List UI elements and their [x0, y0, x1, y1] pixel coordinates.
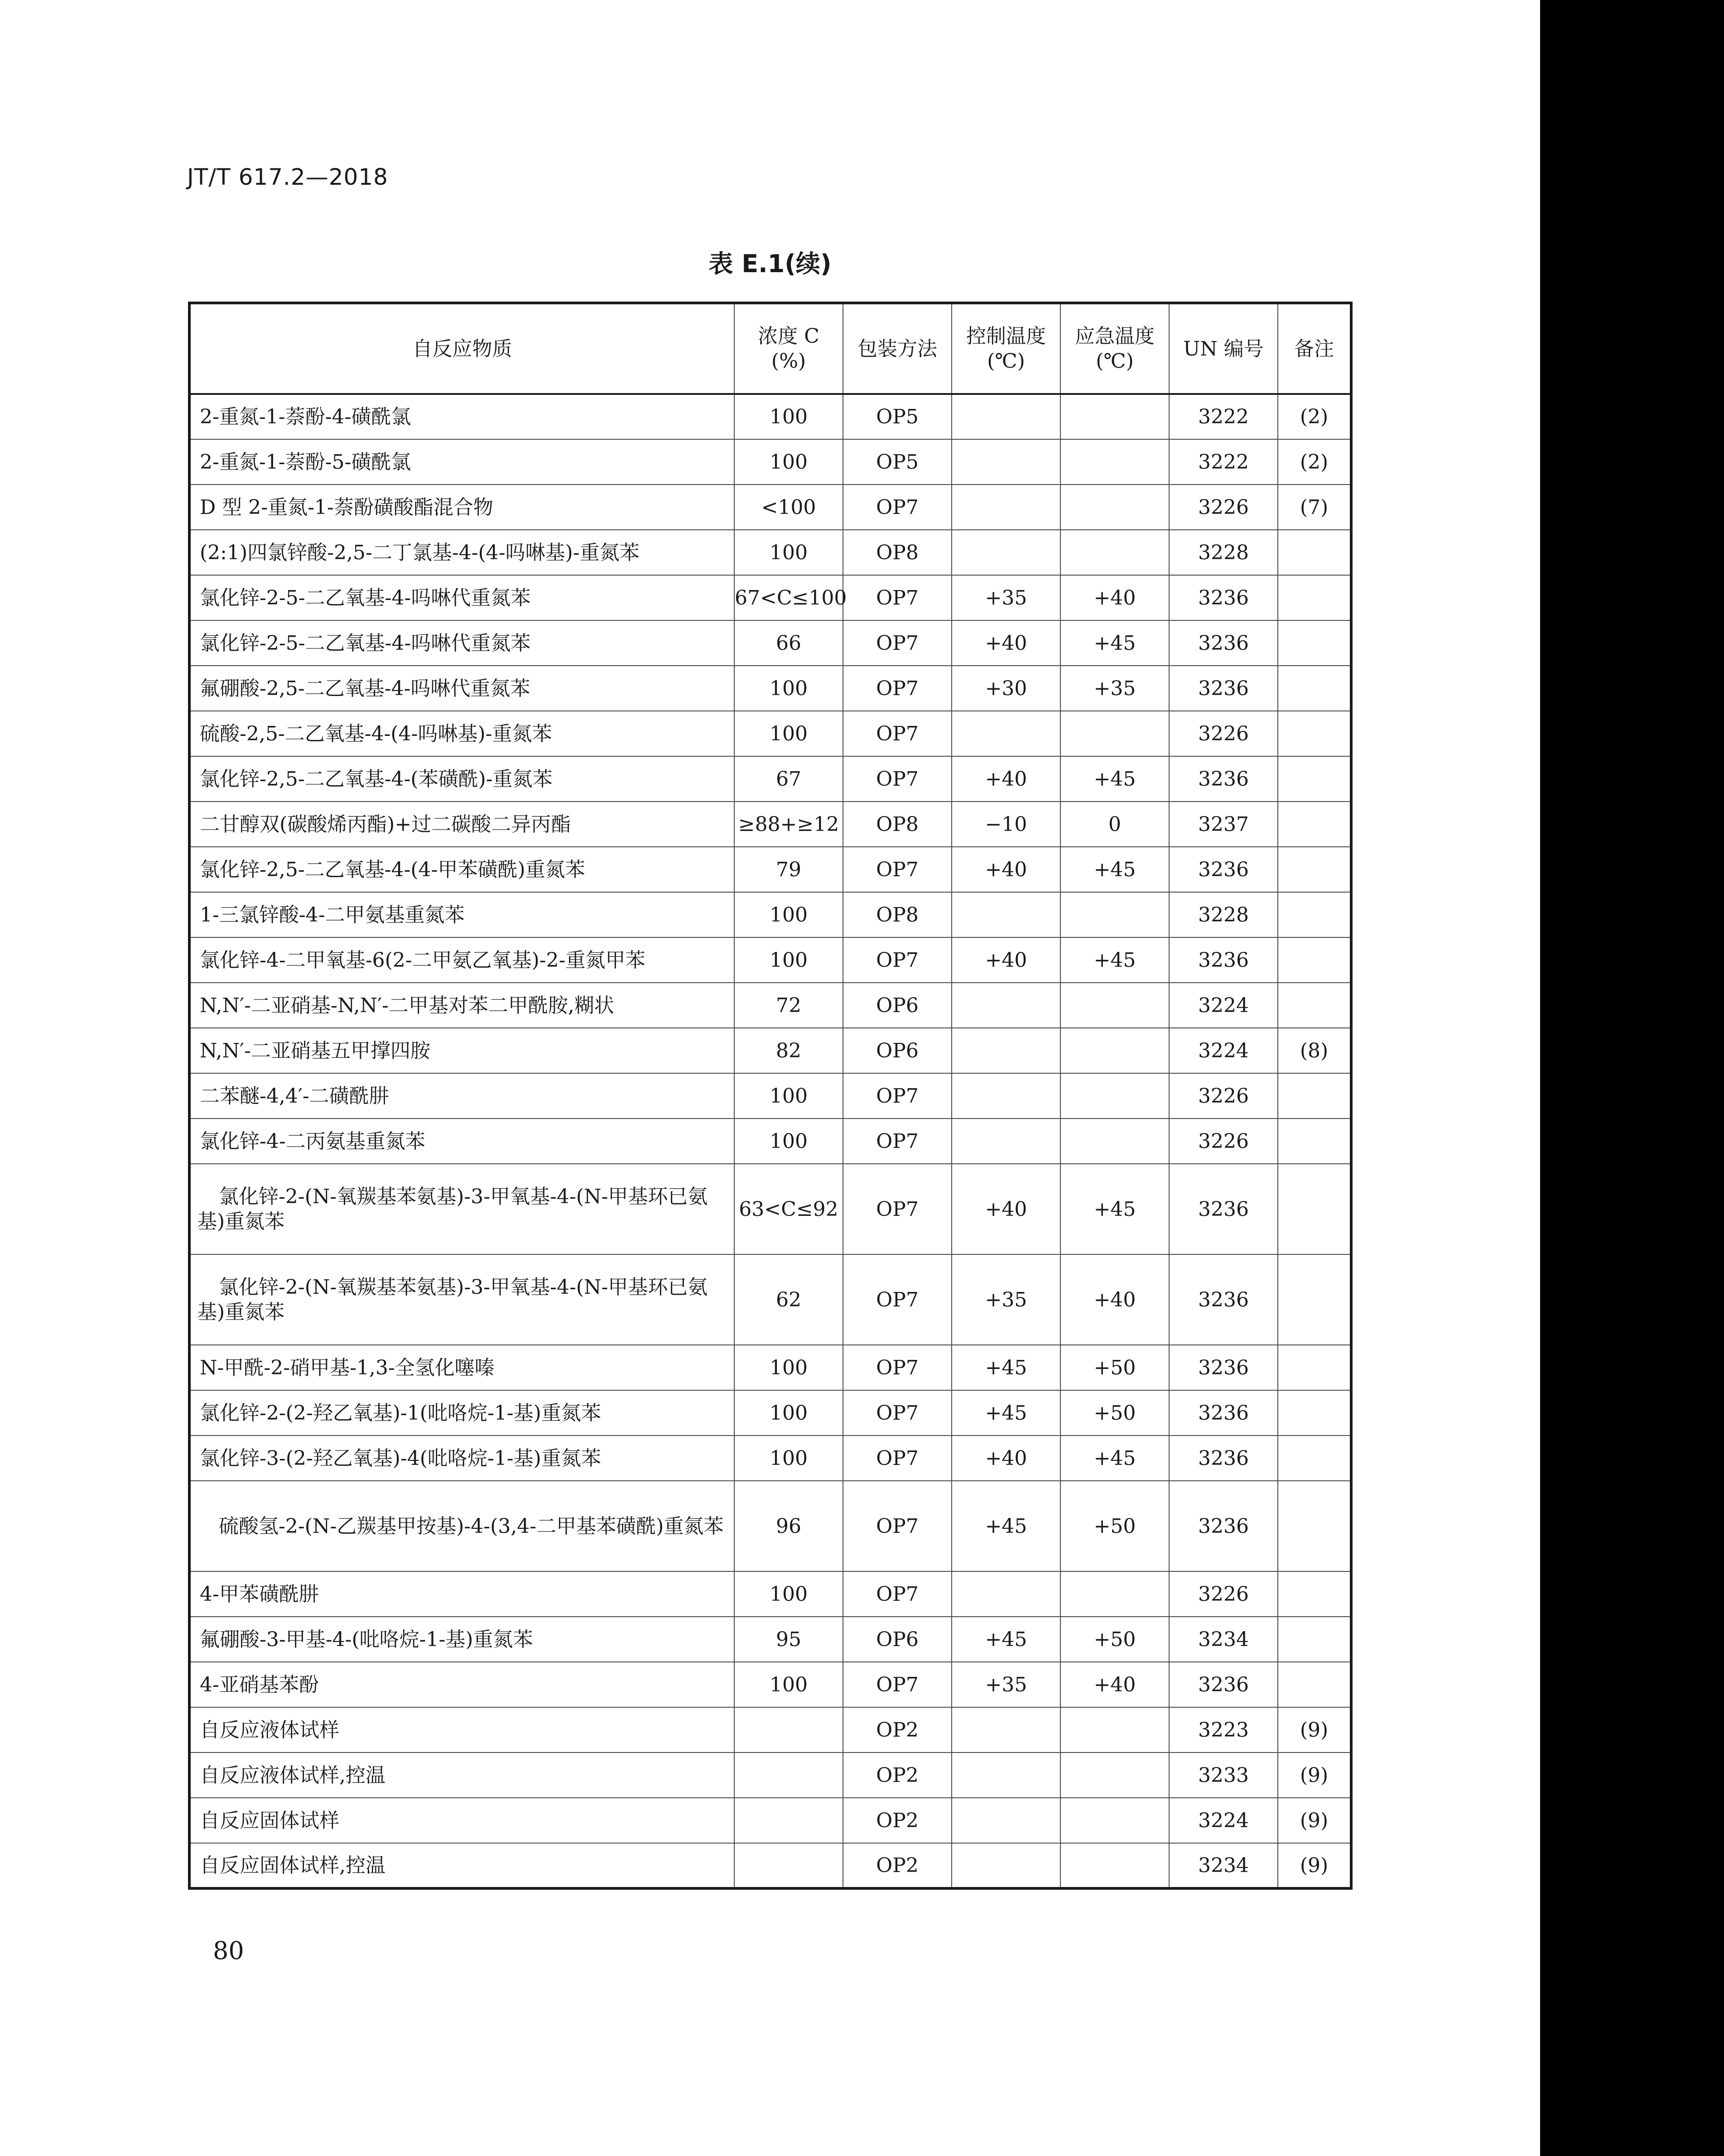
- table-row: [189, 1617, 1351, 1662]
- table-row: [189, 666, 1351, 711]
- cell-packing-method: OP2: [843, 1798, 952, 1843]
- cell-emergency-temperature: [1060, 1707, 1169, 1753]
- cell-packing-method: OP7: [843, 1571, 952, 1617]
- table-row: [189, 1481, 1351, 1571]
- table-row: [189, 575, 1351, 620]
- cell-control-temperature: [952, 485, 1060, 530]
- cell-remarks: (2): [1278, 394, 1351, 439]
- cell-packing-method: OP7: [843, 1164, 952, 1254]
- table-row: [189, 1662, 1351, 1707]
- table-row: [189, 1073, 1351, 1119]
- cell-un-number: 3224: [1169, 983, 1278, 1028]
- cell-emergency-temperature: +40: [1060, 1662, 1169, 1707]
- cell-substance: (2:1)四氯锌酸-2,5-二丁氯基-4-(4-吗啉基)-重氮苯: [189, 530, 734, 575]
- cell-packing-method: OP5: [843, 394, 952, 439]
- cell-emergency-temperature: +35: [1060, 666, 1169, 711]
- cell-remarks: [1278, 1119, 1351, 1164]
- table-row: [189, 983, 1351, 1028]
- cell-concentration: [734, 1707, 843, 1753]
- cell-emergency-temperature: [1060, 1119, 1169, 1164]
- cell-control-temperature: +45: [952, 1345, 1060, 1390]
- table-row: [189, 1753, 1351, 1798]
- table-row: [189, 439, 1351, 485]
- cell-remarks: [1278, 1345, 1351, 1390]
- cell-remarks: (9): [1278, 1798, 1351, 1843]
- cell-control-temperature: [952, 983, 1060, 1028]
- cell-control-temperature: [952, 1119, 1060, 1164]
- cell-packing-method: OP8: [843, 530, 952, 575]
- cell-concentration: [734, 1753, 843, 1798]
- cell-substance: N,N′-二亚硝基-N,N′-二甲基对苯二甲酰胺,糊状: [189, 983, 734, 1028]
- cell-un-number: 3234: [1169, 1617, 1278, 1662]
- cell-concentration: 67<C≤100: [734, 575, 843, 620]
- cell-control-temperature: [952, 1707, 1060, 1753]
- cell-concentration: 100: [734, 1390, 843, 1436]
- cell-substance: 二苯醚-4,4′-二磺酰肼: [189, 1073, 734, 1119]
- cell-emergency-temperature: +45: [1060, 847, 1169, 892]
- cell-emergency-temperature: +40: [1060, 1254, 1169, 1345]
- cell-packing-method: OP7: [843, 711, 952, 756]
- table-row: [189, 1798, 1351, 1843]
- table-row: [189, 802, 1351, 847]
- cell-emergency-temperature: +45: [1060, 1164, 1169, 1254]
- cell-packing-method: OP6: [843, 983, 952, 1028]
- cell-remarks: [1278, 892, 1351, 937]
- table-row: [189, 711, 1351, 756]
- cell-emergency-temperature: +45: [1060, 620, 1169, 666]
- cell-concentration: 63<C≤92: [734, 1164, 843, 1254]
- cell-un-number: 3226: [1169, 485, 1278, 530]
- cell-remarks: [1278, 1617, 1351, 1662]
- cell-emergency-temperature: [1060, 1028, 1169, 1073]
- cell-remarks: [1278, 802, 1351, 847]
- cell-control-temperature: [952, 530, 1060, 575]
- cell-concentration: 66: [734, 620, 843, 666]
- cell-substance: 氯化锌-2,5-二乙氧基-4-(4-甲苯磺酰)重氮苯: [189, 847, 734, 892]
- cell-un-number: 3236: [1169, 756, 1278, 802]
- cell-un-number: 3236: [1169, 937, 1278, 983]
- cell-concentration: 96: [734, 1481, 843, 1571]
- cell-un-number: 3228: [1169, 892, 1278, 937]
- column-header-un-number: UN 编号: [1169, 303, 1278, 394]
- table-row: [189, 530, 1351, 575]
- table-row: [189, 1571, 1351, 1617]
- table-row: [189, 756, 1351, 802]
- cell-substance: 4-亚硝基苯酚: [189, 1662, 734, 1707]
- cell-remarks: [1278, 1073, 1351, 1119]
- cell-un-number: 3226: [1169, 1073, 1278, 1119]
- cell-packing-method: OP7: [843, 1073, 952, 1119]
- cell-substance: 氟硼酸-2,5-二乙氧基-4-吗啉代重氮苯: [189, 666, 734, 711]
- cell-concentration: 100: [734, 1571, 843, 1617]
- column-header-packing-method: 包装方法: [843, 303, 952, 394]
- cell-emergency-temperature: 0: [1060, 802, 1169, 847]
- cell-substance: 氯化锌-2,5-二乙氧基-4-(苯磺酰)-重氮苯: [189, 756, 734, 802]
- cell-un-number: 3226: [1169, 711, 1278, 756]
- cell-un-number: 3233: [1169, 1753, 1278, 1798]
- table-row: [189, 394, 1351, 439]
- cell-remarks: [1278, 1436, 1351, 1481]
- table-row: [189, 937, 1351, 983]
- table-row: [189, 1119, 1351, 1164]
- cell-emergency-temperature: +40: [1060, 575, 1169, 620]
- table-row: [189, 847, 1351, 892]
- cell-control-temperature: [952, 892, 1060, 937]
- cell-control-temperature: [952, 711, 1060, 756]
- cell-control-temperature: [952, 1571, 1060, 1617]
- cell-un-number: 3224: [1169, 1028, 1278, 1073]
- cell-un-number: 3236: [1169, 1390, 1278, 1436]
- cell-un-number: 3222: [1169, 394, 1278, 439]
- data-table: [188, 302, 1353, 1890]
- cell-control-temperature: [952, 1028, 1060, 1073]
- table-row: [189, 1843, 1351, 1888]
- cell-remarks: (9): [1278, 1753, 1351, 1798]
- cell-packing-method: OP6: [843, 1617, 952, 1662]
- cell-concentration: 100: [734, 530, 843, 575]
- cell-substance: 氯化锌-2-(N-氧羰基苯氨基)-3-甲氧基-4-(N-甲基环已氨基)重氮苯: [189, 1254, 734, 1345]
- cell-substance: N,N′-二亚硝基五甲撑四胺: [189, 1028, 734, 1073]
- cell-control-temperature: [952, 1843, 1060, 1888]
- cell-packing-method: OP7: [843, 1119, 952, 1164]
- cell-packing-method: OP7: [843, 1345, 952, 1390]
- cell-un-number: 3236: [1169, 620, 1278, 666]
- cell-packing-method: OP2: [843, 1707, 952, 1753]
- cell-un-number: 3234: [1169, 1843, 1278, 1888]
- cell-un-number: 3228: [1169, 530, 1278, 575]
- cell-concentration: 100: [734, 1073, 843, 1119]
- cell-packing-method: OP7: [843, 666, 952, 711]
- table-row: [189, 485, 1351, 530]
- cell-concentration: 67: [734, 756, 843, 802]
- cell-packing-method: OP5: [843, 439, 952, 485]
- cell-substance: 2-重氮-1-萘酚-4-磺酰氯: [189, 394, 734, 439]
- cell-packing-method: OP7: [843, 1254, 952, 1345]
- cell-emergency-temperature: [1060, 1798, 1169, 1843]
- cell-remarks: [1278, 1254, 1351, 1345]
- cell-control-temperature: [952, 439, 1060, 485]
- cell-remarks: (8): [1278, 1028, 1351, 1073]
- cell-emergency-temperature: +50: [1060, 1481, 1169, 1571]
- cell-concentration: 100: [734, 1119, 843, 1164]
- table-row: [189, 620, 1351, 666]
- table-title: 表 E.1(续): [708, 250, 832, 278]
- cell-packing-method: OP8: [843, 802, 952, 847]
- cell-control-temperature: +40: [952, 937, 1060, 983]
- cell-un-number: 3236: [1169, 1662, 1278, 1707]
- cell-un-number: 3236: [1169, 666, 1278, 711]
- cell-packing-method: OP2: [843, 1843, 952, 1888]
- cell-un-number: 3223: [1169, 1707, 1278, 1753]
- cell-remarks: [1278, 1571, 1351, 1617]
- cell-un-number: 3236: [1169, 1164, 1278, 1254]
- cell-packing-method: OP2: [843, 1753, 952, 1798]
- cell-control-temperature: +40: [952, 1436, 1060, 1481]
- cell-substance: 4-甲苯磺酰肼: [189, 1571, 734, 1617]
- table-container: [188, 302, 1353, 1890]
- cell-substance: 氯化锌-2-5-二乙氧基-4-吗啉代重氮苯: [189, 620, 734, 666]
- cell-remarks: [1278, 1481, 1351, 1571]
- column-header-substance: 自反应物质: [189, 303, 734, 394]
- cell-substance: 硫酸-2,5-二乙氧基-4-(4-吗啉基)-重氮苯: [189, 711, 734, 756]
- cell-concentration: [734, 1798, 843, 1843]
- cell-concentration: [734, 1843, 843, 1888]
- cell-remarks: [1278, 1662, 1351, 1707]
- cell-remarks: (7): [1278, 485, 1351, 530]
- cell-substance: 氯化锌-2-5-二乙氧基-4-吗啉代重氮苯: [189, 575, 734, 620]
- cell-concentration: 100: [734, 666, 843, 711]
- cell-emergency-temperature: [1060, 711, 1169, 756]
- cell-packing-method: OP7: [843, 620, 952, 666]
- cell-remarks: [1278, 847, 1351, 892]
- page-number: 80: [213, 1936, 244, 1965]
- cell-control-temperature: +40: [952, 756, 1060, 802]
- column-header-control-temperature: 控制温度 (℃): [952, 303, 1060, 394]
- cell-un-number: 3222: [1169, 439, 1278, 485]
- cell-un-number: 3224: [1169, 1798, 1278, 1843]
- cell-substance: 2-重氮-1-萘酚-5-磺酰氯: [189, 439, 734, 485]
- cell-remarks: [1278, 983, 1351, 1028]
- column-header-concentration: 浓度 C (%): [734, 303, 843, 394]
- cell-remarks: [1278, 530, 1351, 575]
- cell-concentration: 82: [734, 1028, 843, 1073]
- cell-packing-method: OP7: [843, 575, 952, 620]
- cell-concentration: 100: [734, 439, 843, 485]
- column-header-remarks: 备注: [1278, 303, 1351, 394]
- cell-un-number: 3226: [1169, 1119, 1278, 1164]
- cell-control-temperature: [952, 1798, 1060, 1843]
- cell-concentration: 100: [734, 394, 843, 439]
- cell-substance: 1-三氯锌酸-4-二甲氨基重氮苯: [189, 892, 734, 937]
- cell-emergency-temperature: +45: [1060, 1436, 1169, 1481]
- cell-concentration: 100: [734, 892, 843, 937]
- cell-concentration: 100: [734, 1436, 843, 1481]
- cell-emergency-temperature: [1060, 1753, 1169, 1798]
- cell-control-temperature: [952, 1073, 1060, 1119]
- table-row: [189, 1254, 1351, 1345]
- table-row: [189, 1028, 1351, 1073]
- cell-remarks: [1278, 711, 1351, 756]
- cell-emergency-temperature: [1060, 1073, 1169, 1119]
- cell-substance: D 型 2-重氮-1-萘酚磺酸酯混合物: [189, 485, 734, 530]
- cell-concentration: <100: [734, 485, 843, 530]
- cell-control-temperature: +40: [952, 1164, 1060, 1254]
- cell-concentration: 72: [734, 983, 843, 1028]
- cell-concentration: ≥88+≥12: [734, 802, 843, 847]
- cell-emergency-temperature: +50: [1060, 1345, 1169, 1390]
- table-row: [189, 892, 1351, 937]
- table-row: [189, 1390, 1351, 1436]
- cell-concentration: 100: [734, 711, 843, 756]
- cell-substance: 氯化锌-3-(2-羟乙氧基)-4(吡咯烷-1-基)重氮苯: [189, 1436, 734, 1481]
- cell-emergency-temperature: [1060, 983, 1169, 1028]
- cell-concentration: 100: [734, 1662, 843, 1707]
- cell-remarks: [1278, 620, 1351, 666]
- right-edge-bar: [1540, 0, 1724, 2156]
- cell-emergency-temperature: [1060, 485, 1169, 530]
- cell-un-number: 3236: [1169, 1254, 1278, 1345]
- column-header-emergency-temperature: 应急温度 (℃): [1060, 303, 1169, 394]
- cell-emergency-temperature: +50: [1060, 1390, 1169, 1436]
- table-row: [189, 1707, 1351, 1753]
- cell-control-temperature: [952, 394, 1060, 439]
- cell-control-temperature: [952, 1753, 1060, 1798]
- cell-emergency-temperature: [1060, 1571, 1169, 1617]
- cell-emergency-temperature: +45: [1060, 937, 1169, 983]
- document-code: JT/T 617.2—2018: [187, 164, 388, 190]
- cell-substance: 氯化锌-2-(2-羟乙氧基)-1(吡咯烷-1-基)重氮苯: [189, 1390, 734, 1436]
- cell-un-number: 3237: [1169, 802, 1278, 847]
- table-row: [189, 1164, 1351, 1254]
- cell-emergency-temperature: [1060, 439, 1169, 485]
- cell-remarks: [1278, 666, 1351, 711]
- cell-packing-method: OP7: [843, 756, 952, 802]
- cell-control-temperature: +35: [952, 1254, 1060, 1345]
- cell-un-number: 3236: [1169, 575, 1278, 620]
- cell-remarks: [1278, 1164, 1351, 1254]
- cell-substance: 自反应固体试样,控温: [189, 1843, 734, 1888]
- cell-emergency-temperature: [1060, 394, 1169, 439]
- cell-emergency-temperature: +50: [1060, 1617, 1169, 1662]
- cell-substance: N-甲酰-2-硝甲基-1,3-全氢化噻嗪: [189, 1345, 734, 1390]
- cell-emergency-temperature: [1060, 1843, 1169, 1888]
- cell-packing-method: OP7: [843, 1436, 952, 1481]
- cell-control-temperature: −10: [952, 802, 1060, 847]
- cell-remarks: [1278, 756, 1351, 802]
- cell-remarks: (9): [1278, 1843, 1351, 1888]
- cell-concentration: 95: [734, 1617, 843, 1662]
- table-row: [189, 1436, 1351, 1481]
- cell-remarks: [1278, 575, 1351, 620]
- cell-concentration: 100: [734, 937, 843, 983]
- cell-control-temperature: +35: [952, 575, 1060, 620]
- cell-concentration: 100: [734, 1345, 843, 1390]
- cell-un-number: 3236: [1169, 1345, 1278, 1390]
- cell-packing-method: OP7: [843, 937, 952, 983]
- cell-control-temperature: +45: [952, 1617, 1060, 1662]
- cell-concentration: 79: [734, 847, 843, 892]
- cell-substance: 二甘醇双(碳酸烯丙酯)+过二碳酸二异丙酯: [189, 802, 734, 847]
- cell-packing-method: OP6: [843, 1028, 952, 1073]
- cell-substance: 氯化锌-4-二甲氧基-6(2-二甲氨乙氧基)-2-重氮甲苯: [189, 937, 734, 983]
- cell-substance: 自反应液体试样: [189, 1707, 734, 1753]
- cell-packing-method: OP8: [843, 892, 952, 937]
- cell-control-temperature: +45: [952, 1481, 1060, 1571]
- cell-remarks: (9): [1278, 1707, 1351, 1753]
- cell-control-temperature: +45: [952, 1390, 1060, 1436]
- cell-substance: 氟硼酸-3-甲基-4-(吡咯烷-1-基)重氮苯: [189, 1617, 734, 1662]
- cell-substance: 氯化锌-4-二丙氨基重氮苯: [189, 1119, 734, 1164]
- cell-packing-method: OP7: [843, 1481, 952, 1571]
- cell-remarks: (2): [1278, 439, 1351, 485]
- cell-control-temperature: +35: [952, 1662, 1060, 1707]
- cell-control-temperature: +30: [952, 666, 1060, 711]
- cell-concentration: 62: [734, 1254, 843, 1345]
- cell-packing-method: OP7: [843, 847, 952, 892]
- cell-un-number: 3236: [1169, 1481, 1278, 1571]
- cell-packing-method: OP7: [843, 485, 952, 530]
- cell-substance: 自反应固体试样: [189, 1798, 734, 1843]
- cell-substance: 氯化锌-2-(N-氧羰基苯氨基)-3-甲氧基-4-(N-甲基环已氨基)重氮苯: [189, 1164, 734, 1254]
- table-row: [189, 1345, 1351, 1390]
- cell-control-temperature: +40: [952, 620, 1060, 666]
- cell-substance: 硫酸氢-2-(N-乙羰基甲按基)-4-(3,4-二甲基苯磺酰)重氮苯: [189, 1481, 734, 1571]
- cell-un-number: 3236: [1169, 1436, 1278, 1481]
- cell-un-number: 3226: [1169, 1571, 1278, 1617]
- cell-packing-method: OP7: [843, 1662, 952, 1707]
- cell-un-number: 3236: [1169, 847, 1278, 892]
- cell-remarks: [1278, 937, 1351, 983]
- cell-remarks: [1278, 1390, 1351, 1436]
- cell-control-temperature: +40: [952, 847, 1060, 892]
- cell-substance: 自反应液体试样,控温: [189, 1753, 734, 1798]
- cell-emergency-temperature: +45: [1060, 756, 1169, 802]
- cell-packing-method: OP7: [843, 1390, 952, 1436]
- cell-emergency-temperature: [1060, 892, 1169, 937]
- table-header-row: [189, 303, 1351, 394]
- table-body: [189, 394, 1351, 1888]
- cell-emergency-temperature: [1060, 530, 1169, 575]
